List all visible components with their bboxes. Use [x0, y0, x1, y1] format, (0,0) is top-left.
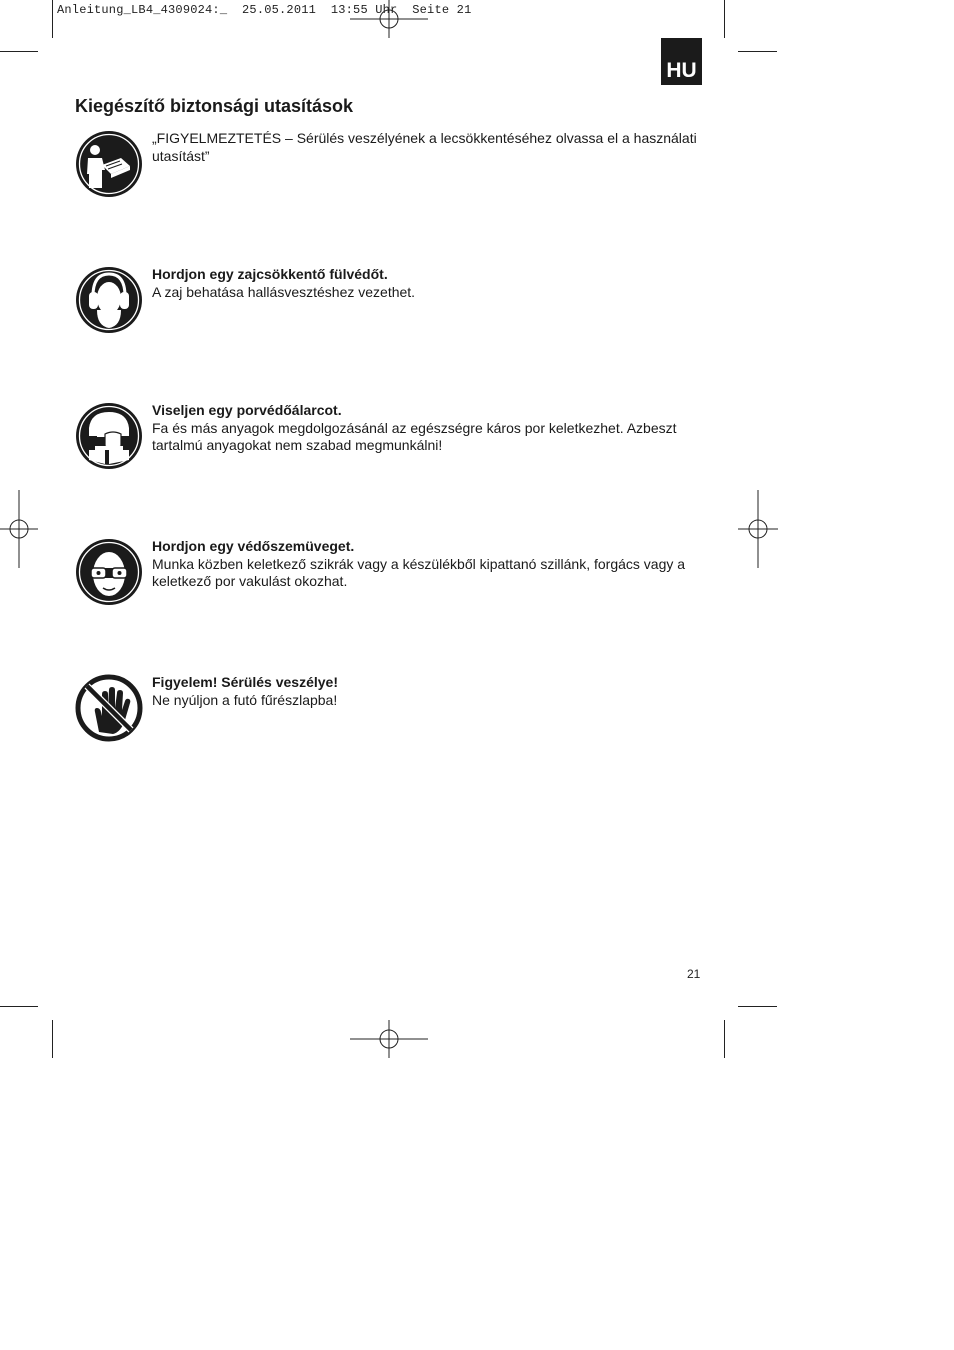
safety-item-text	[152, 674, 705, 709]
print-slug: Anleitung_LB4_4309024:_ 25.05.2011 13:55 Uhr Seite 21	[57, 3, 472, 17]
crop-mark	[0, 51, 38, 52]
no-hands-icon	[75, 674, 143, 742]
crop-mark	[52, 1020, 53, 1058]
crop-mark	[738, 1006, 777, 1007]
registration-mark	[738, 490, 778, 568]
safety-item-heading: Hordjon egy zajcsökkentő fülvédőt.	[152, 266, 388, 282]
crop-mark	[724, 0, 725, 38]
section-title: Kiegészítő biztonsági utasítások	[75, 96, 354, 116]
registration-mark	[350, 1020, 428, 1058]
safety-item-heading: Figyelem! Sérülés veszélye!	[152, 674, 338, 690]
safety-item-text	[152, 266, 705, 301]
safety-item-body: Munka közben keletkező szikrák vagy a készülékből kipattanó szillánk, forgács vagy a keletkező por vakulást okozhat.	[152, 555, 686, 589]
language-badge: HU	[661, 38, 702, 85]
safety-item-body: „FIGYELMEZTETÉS – Sérülés veszélyének a lecsökkentéséhez olvassa el a használati utasítást”	[152, 130, 697, 164]
crop-mark	[52, 0, 53, 38]
safety-item-text	[152, 402, 705, 455]
safety-item-body: Ne nyúljon a futó fűrészlapba!	[152, 691, 338, 708]
registration-mark	[350, 0, 428, 38]
crop-mark	[0, 1006, 38, 1007]
ear-protection-icon	[75, 266, 143, 334]
page-number: 21	[687, 967, 701, 981]
crop-mark	[738, 51, 777, 52]
safety-item-body: Fa és más anyagok megdolgozásánál az egészségre káros por keletkezhet. Azbeszt tartalmú anyagokat nem szabad megmunkálni!	[152, 419, 677, 453]
registration-mark	[0, 490, 38, 568]
safety-item-body: A zaj behatása hallásvesztéshez vezethet.	[152, 283, 416, 300]
dust-mask-icon	[75, 402, 143, 470]
safety-item-text	[152, 538, 705, 591]
read-manual-icon	[75, 130, 143, 198]
safety-item-text	[152, 130, 705, 165]
safety-goggles-icon	[75, 538, 143, 606]
safety-item-heading: Viseljen egy porvédőálarcot.	[152, 402, 342, 418]
safety-item-heading: Hordjon egy védőszemüveget.	[152, 538, 355, 554]
crop-mark	[724, 1020, 725, 1058]
